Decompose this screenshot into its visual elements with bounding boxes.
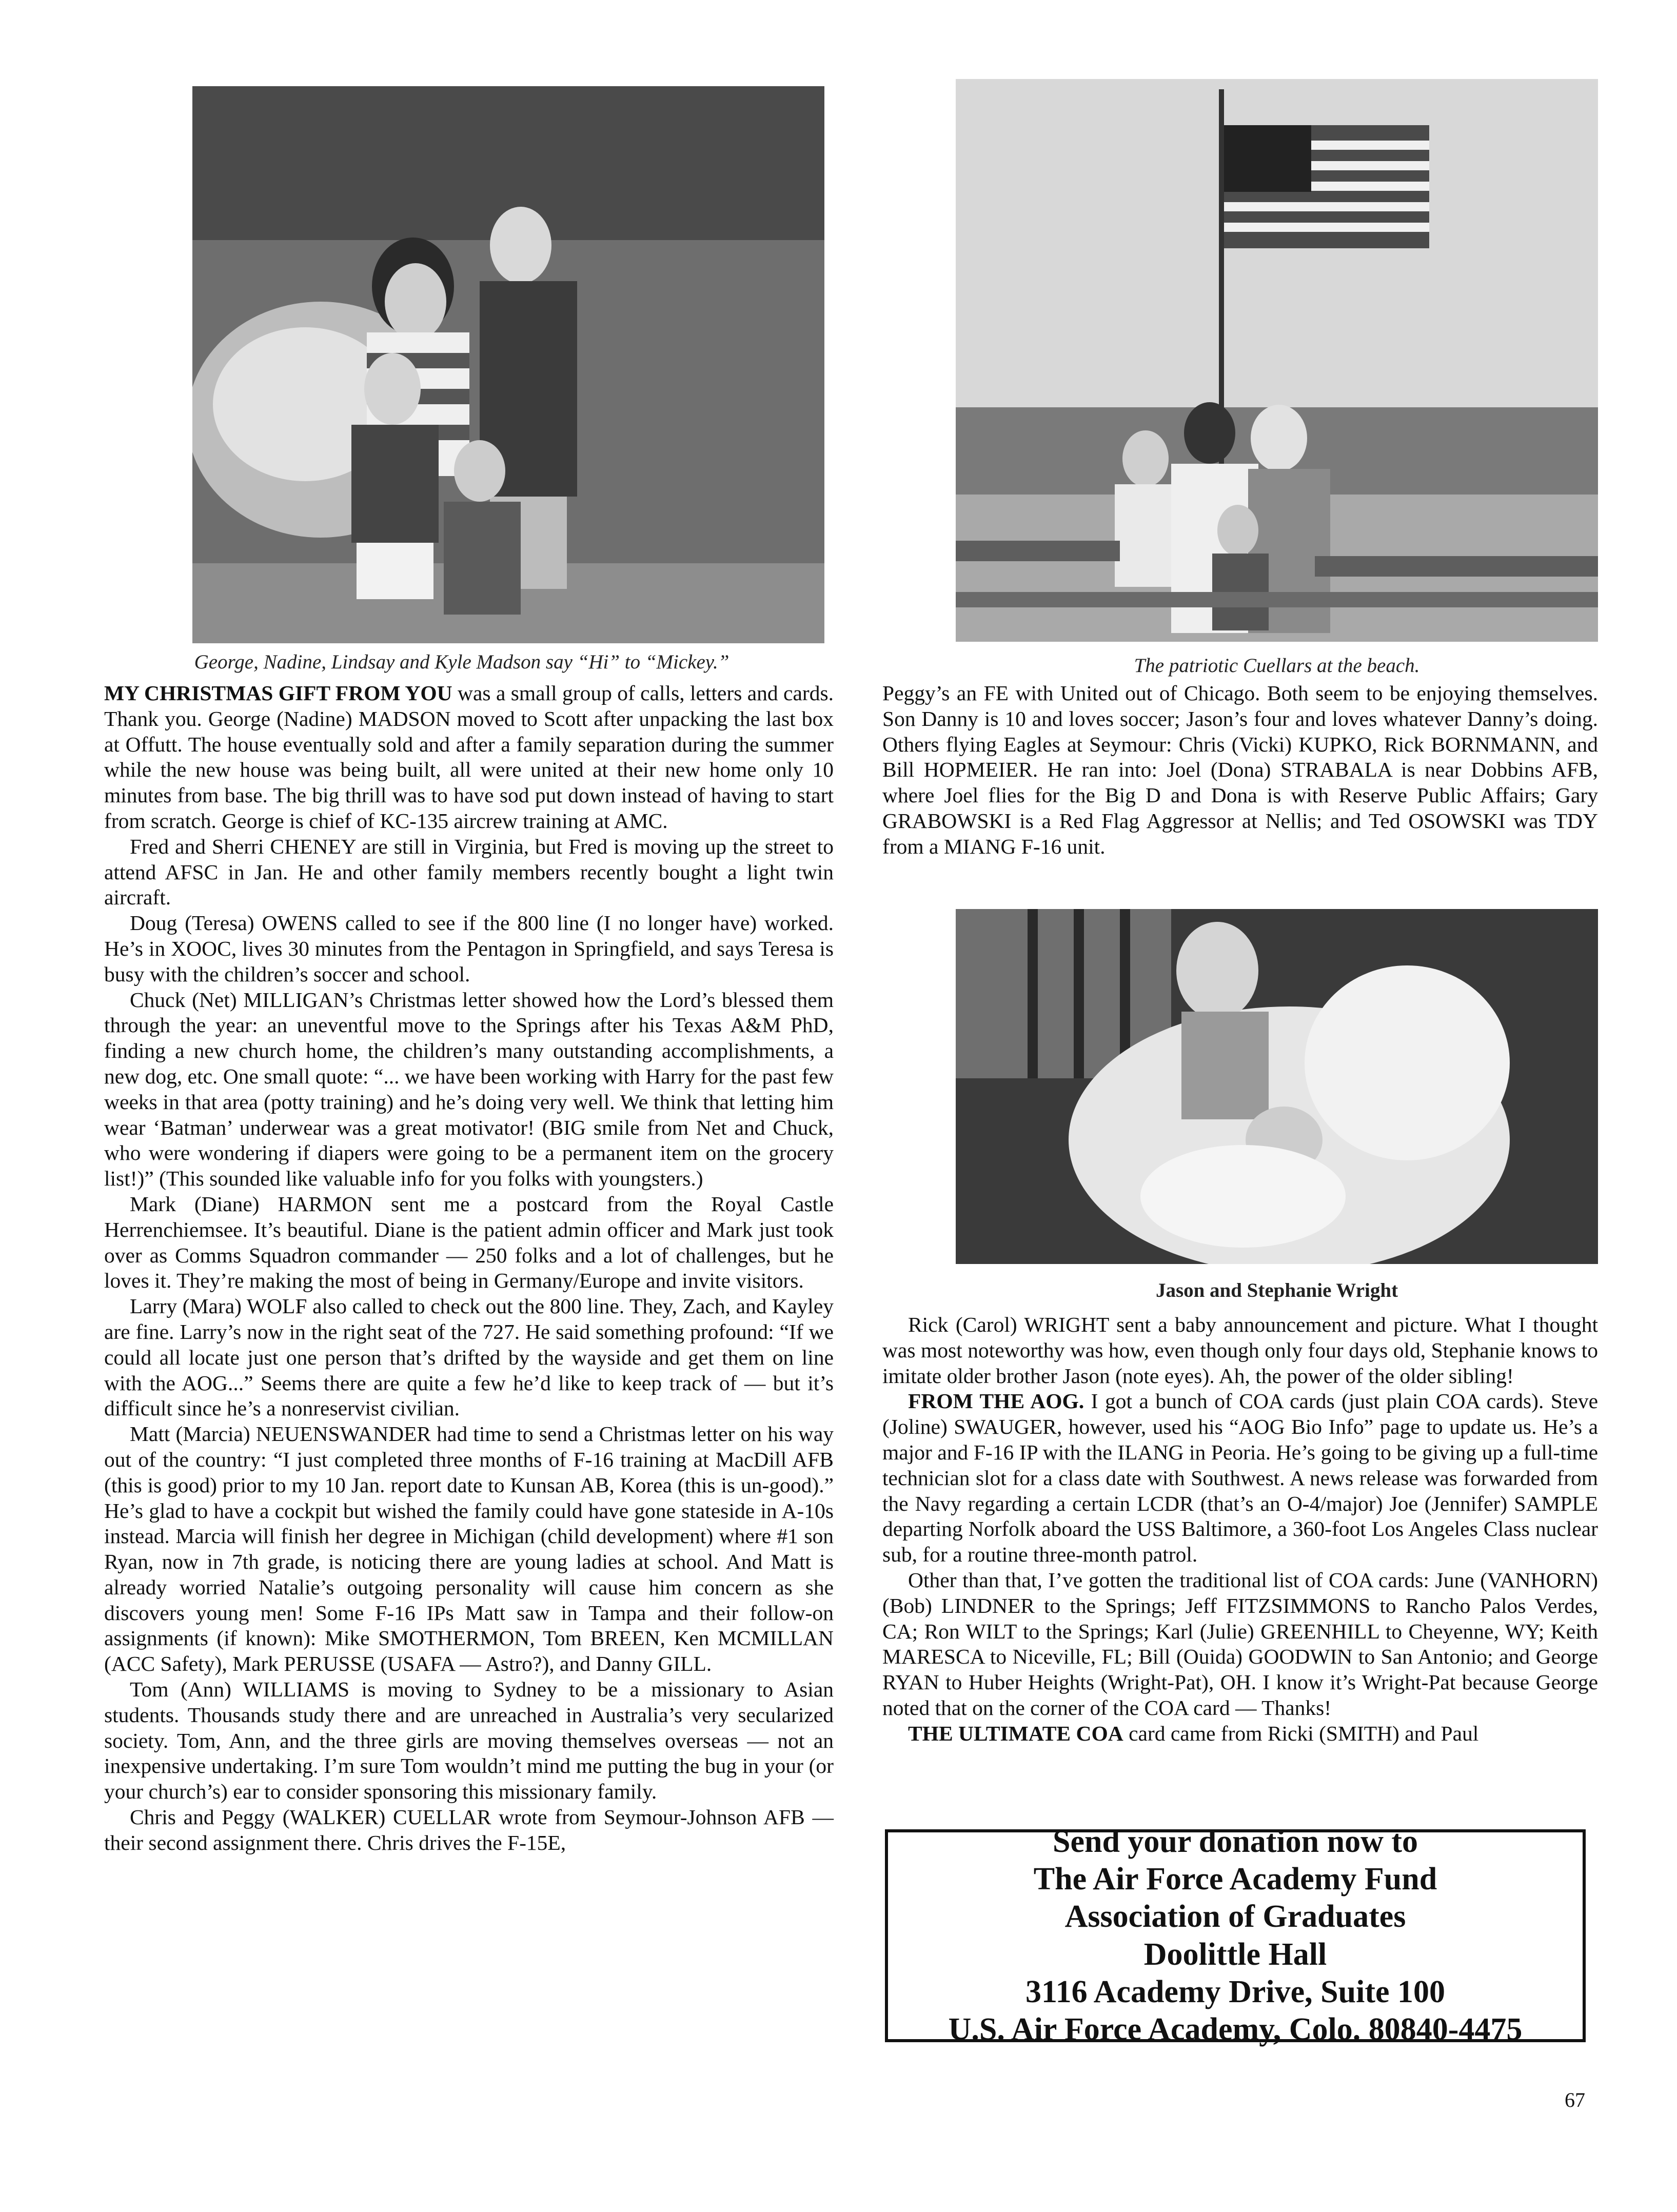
paragraph-wright: Rick (Carol) WRIGHT sent a baby announcement and picture. What I thought was most noteworthy was how, even though only four days old, Stephanie knows to imitate older brother Jason (note eyes). Ah, the power of the older sibling! <box>882 1313 1598 1388</box>
paragraph-cheney: Fred and Sherri CHENEY are still in Virginia, but Fred is moving up the street to attend AFSC in Jan. He and other family members recently bought a light twin aircraft. <box>104 834 834 910</box>
donation-line-headline: Send your donation now to <box>1052 1824 1418 1860</box>
lead-ultimate-coa: THE ULTIMATE COA <box>908 1721 1123 1745</box>
paragraph-coa-cards: Other than that, I’ve gotten the traditional list of COA cards: June (VANHORN) (Bob) LINDNER to the Springs; Jeff FITZSIMMONS to Rancho Palos Verdes, CA; Ron WILT to the Springs; Karl (Julie) GREENHILL to Cheyenne, WY; Keith MARESCA to Niceville, FL; Bill (Ouida) GOODWIN to San Antonio; and George RYAN to Huber Heights (Wright-Pat), OH. I know it’s Wright-Pat because George noted that on the corner of the COA card — Thanks! <box>882 1568 1598 1720</box>
paragraph-text: card came from Ricki (SMITH) and Paul <box>1123 1721 1479 1745</box>
paragraph-harmon: Mark (Diane) HARMON sent me a postcard from the Royal Castle Herrenchiemsee. It’s beautiful. Diane is the patient admin officer and Mark just took over as Comms Squadron commander — 250 folks and a lot of challenges, but he loves it. They’re making the most of being in Germany/Europe and invite visitors. <box>104 1192 834 1293</box>
paragraph-milligan: Chuck (Net) MILLIGAN’s Christmas letter showed how the Lord’s blessed them through the year: an uneventful move to the Springs after his Texas A&M PhD, finding a new church home, the children’s many outstanding accomplishments, a new dog, etc. One small quote: “... we have been working with Harry for the past few weeks in that area (potty training) and he’s doing very well. We think that letting him wear ‘Batman’ underwear was a great motivator! (BIG smile from Net and Chuck, who were wondering if diapers were going to be a permanent item on the grocery list!)” (This sounded like valuable info for you folks with youngsters.) <box>104 988 834 1191</box>
paragraph-williams: Tom (Ann) WILLIAMS is moving to Sydney to be a missionary to Asian students. Thousands study there and are unreached in Australia’s very secularized society. Tom, Ann, and the three girls are moving themselves overseas — not an inexpensive undertaking. I’m sure Tom wouldn’t mind me putting the bug in your (or your church’s) ear to consider sponsoring this missionary family. <box>104 1677 834 1804</box>
donation-line-city: U.S. Air Force Academy, Colo. 80840-4475 <box>948 2011 1523 2047</box>
page-number: 67 <box>1565 2088 1585 2111</box>
madson-photo-art <box>192 86 824 643</box>
right-column-top-text <box>882 681 1598 860</box>
donation-line-association: Association of Graduates <box>1064 1899 1406 1934</box>
paragraph-ultimate-coa <box>882 1721 1598 1747</box>
paragraph-wolf: Larry (Mara) WOLF also called to check out the 800 line. They, Zach, and Kayley are fine. Larry’s now in the right seat of the 727. He said something profound: “If we could all locate just one person that’s drifted by the wayside and get them on line with the AOG...” Seems there are quite a few he’d like to keep track of — but it’s difficult since he’s a nonreservist civilian. <box>104 1294 834 1420</box>
cuellar-photo-art <box>956 79 1598 642</box>
lead-from-the-aog: FROM THE AOG. <box>908 1389 1084 1413</box>
left-column-text <box>104 681 834 1856</box>
paragraph-neuenswander: Matt (Marcia) NEUENSWANDER had time to send a Christmas letter on his way out of the country: “I just completed three months of F-16 training at MacDill AFB (this is good) prior to my 10 Jan. report date to Kunsan AB, Korea (this is un-good).” He’s glad to have a cockpit but wished the family could have gone stateside in A-10s instead. Marcia will finish her degree in Michigan (child development) where #1 son Ryan, now in 7th grade, is noticing there are young ladies at school. And Matt is already worried Natalie’s outgoing personality will cause him concern as she discovers young men! Some F-16 IPs Matt saw in Tampa and their follow-on assignments (if known): Mike SMOTHERMON, Tom BREEN, Ken MCMILLAN (ACC Safety), Mark PERUSSE (USAFA — Astro?), and Danny GILL. <box>104 1422 834 1676</box>
wright-photo-caption: Jason and Stephanie Wright <box>1155 1279 1398 1301</box>
wright-children-photo <box>956 909 1598 1264</box>
paragraph-text: was a small group of calls, letters and cards. Thank you. George (Nadine) MADSON moved to Scott after unpacking the last box at Offutt. The house eventually sold and after a family separation during the summer while the new house was being built, all were united at their new home only 10 minutes from base. The big thrill was to have sod put down instead of having to start from scratch. George is chief of KC-135 aircrew training at AMC. <box>104 681 834 833</box>
paragraph-text: I got a bunch of COA cards (just plain COA cards). Steve (Joline) SWAUGER, however, used his “AOG Bio Info” page to update us. He’s a major and F-16 IP with the ILANG in Peoria. He’s going to be giving up a full-time technician slot for a class date with Southwest. A news release was forwarded from the Navy regarding a certain LCDR (that’s an O-4/major) Joe (Jennifer) SAMPLE departing Norfolk aboard the USS Baltimore, a 360-foot Los Angeles Class nuclear sub, for a routine three-month patrol. <box>882 1389 1598 1567</box>
cuellar-photo-caption: The patriotic Cuellars at the beach. <box>1134 655 1420 677</box>
paragraph-madson <box>104 681 834 834</box>
wright-photo-art <box>956 909 1598 1264</box>
paragraph-cuellar: Chris and Peggy (WALKER) CUELLAR wrote from Seymour-Johnson AFB — their second assignment there. Chris drives the F-15E, <box>104 1805 834 1854</box>
lead-christmas-gift: MY CHRISTMAS GIFT FROM YOU <box>104 681 452 705</box>
madson-photo-caption: George, Nadine, Lindsay and Kyle Madson say “Hi” to “Mickey.” <box>194 651 729 673</box>
donation-line-fund: The Air Force Academy Fund <box>1033 1862 1437 1897</box>
donation-box <box>885 1824 1586 2047</box>
cuellar-beach-photo <box>956 79 1598 642</box>
donation-line-hall: Doolittle Hall <box>1143 1937 1327 1972</box>
paragraph-cuellar-continued: Peggy’s an FE with United out of Chicago. Both seem to be enjoying themselves. Son Danny is 10 and loves soccer; Jason’s four and loves whatever Danny’s doing. Others flying Eagles at Seymour: Chris (Vicki) KUPKO, Rick BORNMANN, and Bill HOPMEIER. He ran into: Joel (Dona) STRABALA is near Dobbins AFB, where Joel flies for the Big D and Dona is with Reserve Public Affairs; Gary GRABOWSKI is a Red Flag Aggressor at Nellis; and Ted OSOWSKI was TDY from a MIANG F-16 unit. <box>882 681 1598 858</box>
paragraph-owens: Doug (Teresa) OWENS called to see if the 800 line (I no longer have) worked. He’s in XOOC, lives 30 minutes from the Pentagon in Springfield, and says Teresa is busy with the children’s soccer and school. <box>104 911 834 986</box>
paragraph-from-the-aog <box>882 1389 1598 1568</box>
donation-line-street: 3116 Academy Drive, Suite 100 <box>1025 1974 1445 2009</box>
right-column-bottom-text <box>882 1312 1598 1747</box>
madson-family-photo <box>192 86 824 643</box>
